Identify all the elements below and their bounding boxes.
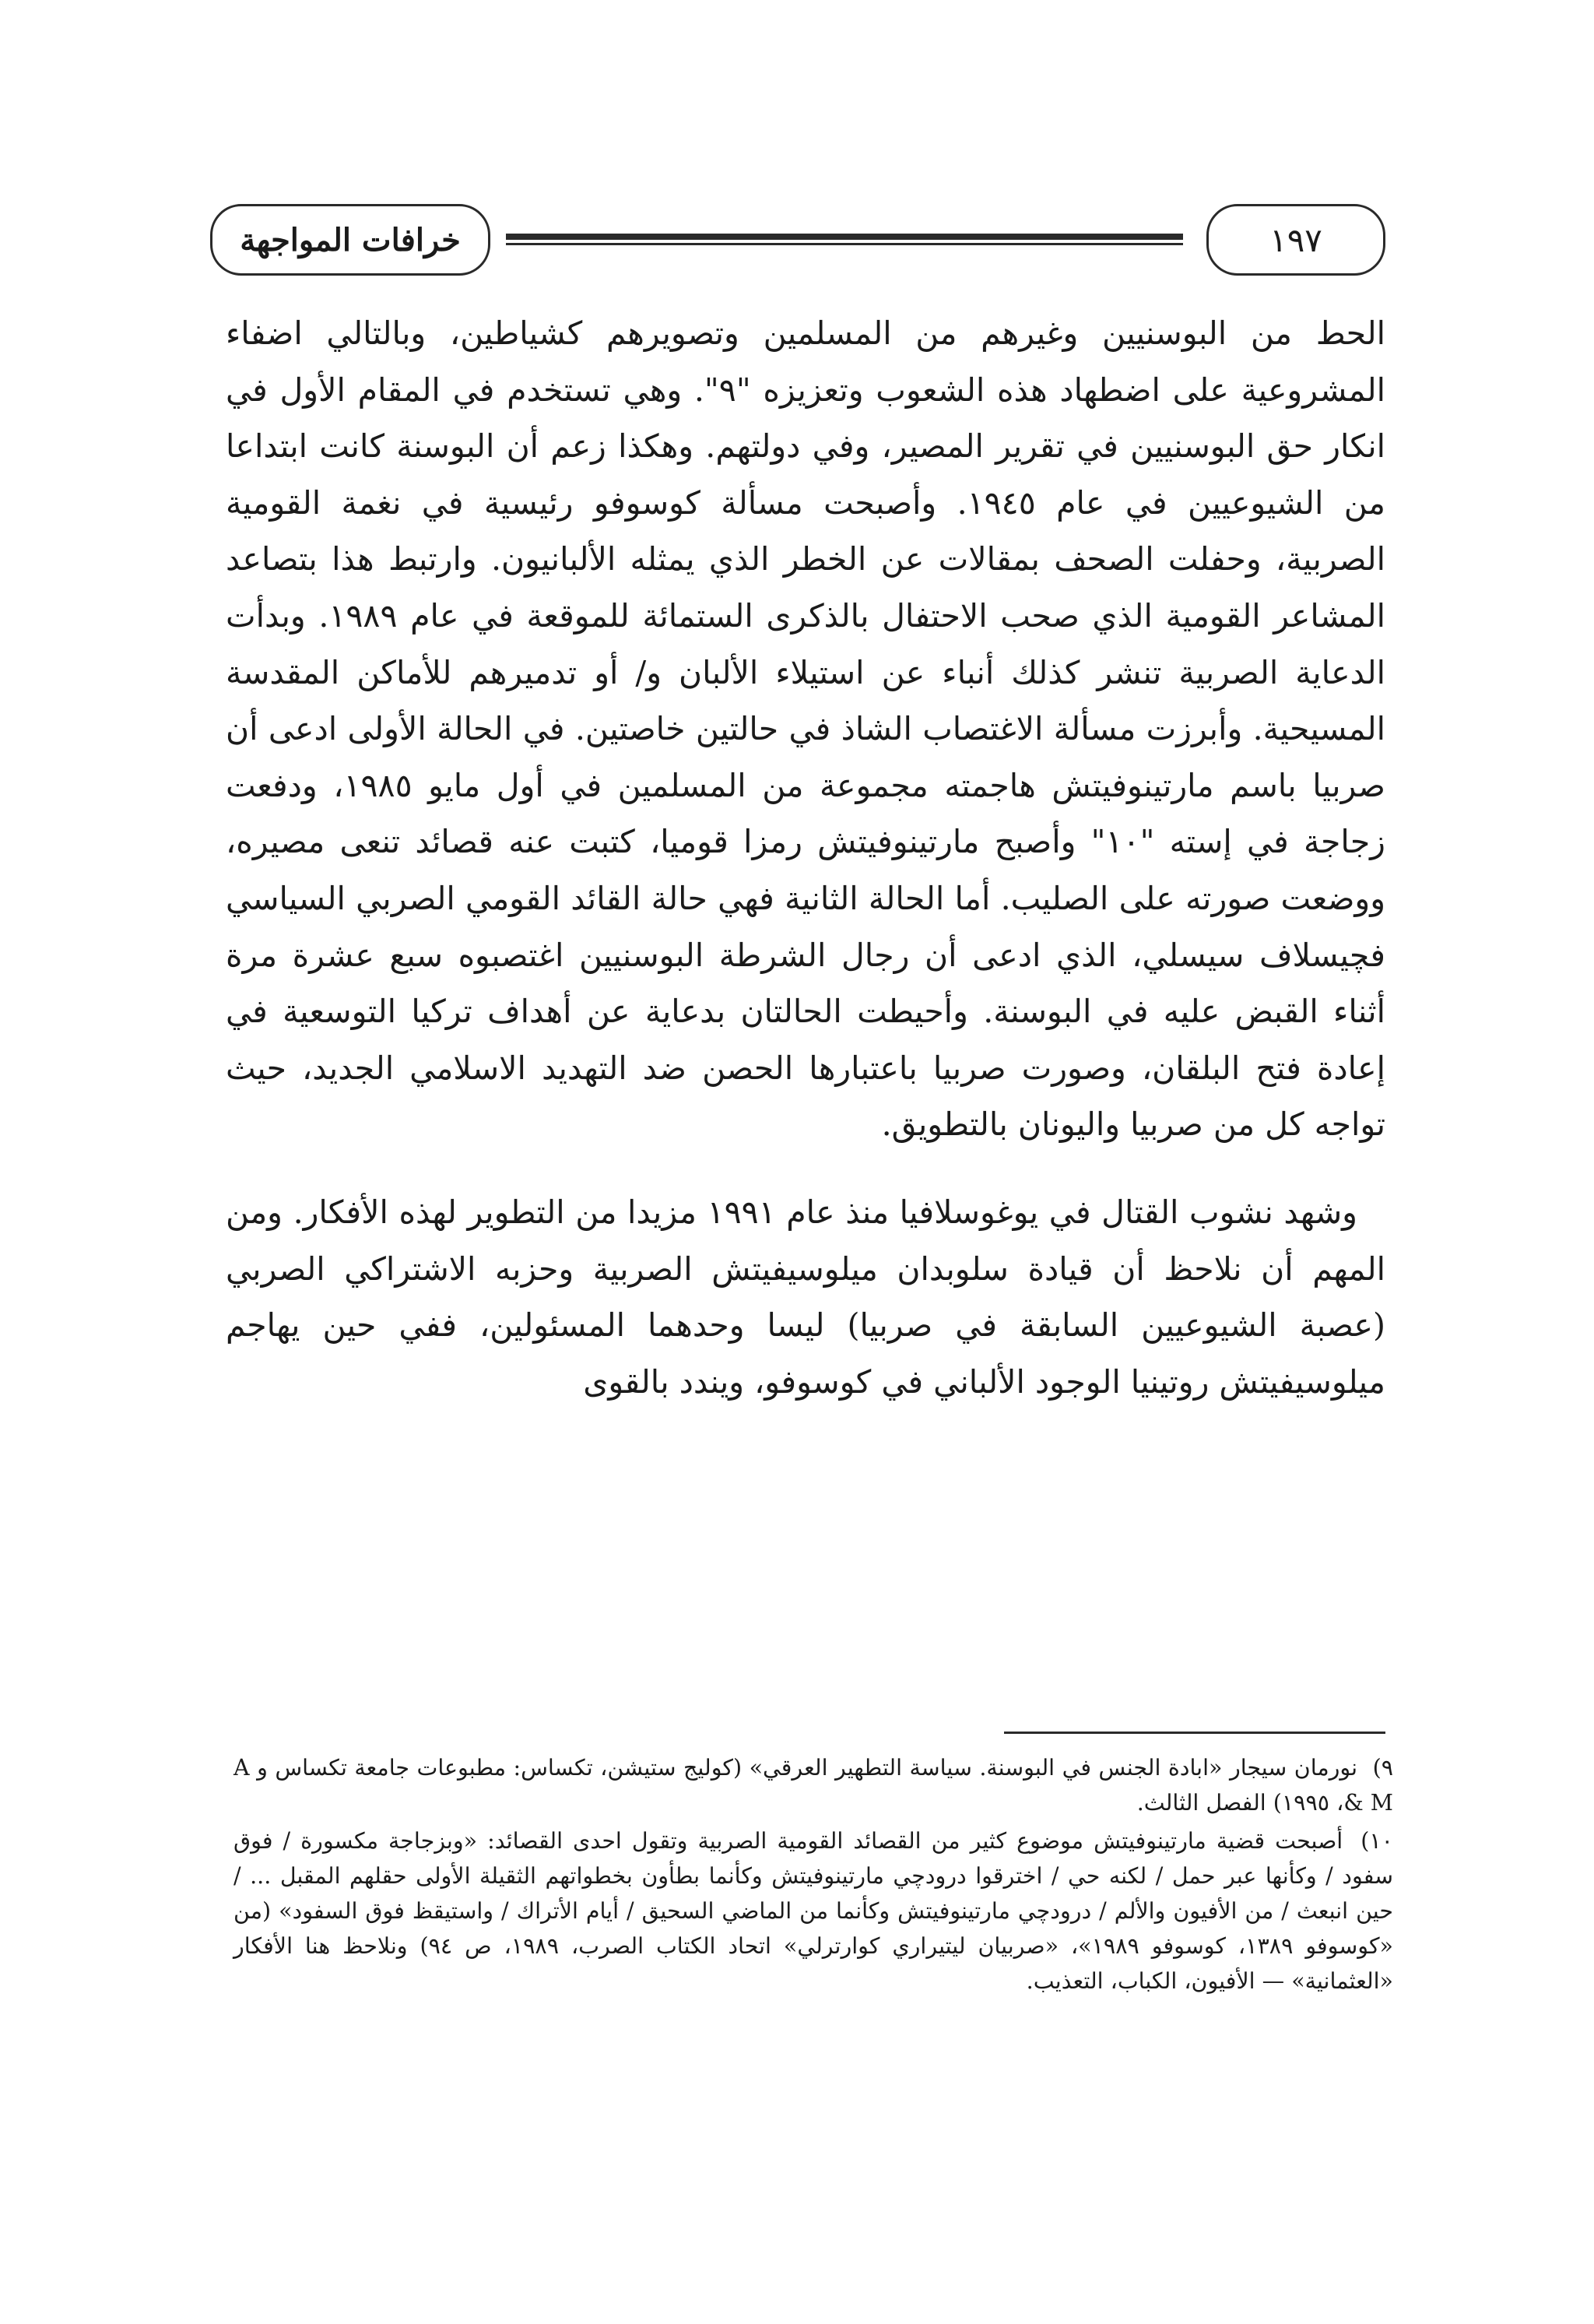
footnote-separator (1004, 1732, 1385, 1734)
header-rule (506, 234, 1183, 246)
page-number-box (1206, 204, 1385, 276)
footnote-marker: ١٠) (1361, 1828, 1393, 1854)
footnote-text: أصبحت قضية مارتينوفيتش موضوع كثير من القصائد القومية الصربية وتقول احدى القصائد: «وبزجاجة مكسورة / فوق سفود / وكأنها عبر حمل / لكنه حي / اخترقوا درودچي مارتينوفيتش وكأنما بطأون بخطواتهم الثقيلة الأولى حقلهم المقبل ... / حين انبعث / من الأفيون والألم / درودچي مارتينوفيتش وكأنما من الماضي السحيق / أيام الأتراك / واستيقظ فوق السفود» (من «كوسوفو ١٣٨٩، كوسوفو ١٩٨٩»، «صربيان ليتيراري كوارترلي» اتحاد الكتاب الصرب، ١٩٨٩، ص ٩٤) ونلاحظ هنا الأفكار «العثمانية» — الأفيون، الكباب، التعذيب. (233, 1828, 1393, 1994)
paragraph-1: الحط من البوسنيين وغيرهم من المسلمين وتصويرهم كشياطين، وبالتالي اضفاء المشروعية على اضطهاد هذه الشعوب وتعزيزه "٩". وهي تستخدم في المقام الأول في انكار حق البوسنيين في تقرير المصير، وفي دولتهم. وهكذا زعم أن البوسنة كانت ابتداعا من الشيوعيين في عام ١٩٤٥. وأصبحت مسألة كوسوفو رئيسية في نغمة القومية الصربية، وحفلت الصحف بمقالات عن الخطر الذي يمثله الألبانيون. وارتبط هذا بتصاعد المشاعر القومية الذي صحب الاحتفال بالذكرى الستمائة للموقعة في عام ١٩٨٩. وبدأت الدعاية الصربية تنشر كذلك أنباء عن استيلاء الألبان و/ أو تدميرهم للأماكن المقدسة المسيحية. وأبرزت مسألة الاغتصاب الشاذ في حالتين خاصتين. في الحالة الأولى ادعى أن صربيا باسم مارتينوفيتش هاجمته مجموعة من المسلمين في أول مايو ١٩٨٥، ودفعت زجاجة في إسته "١٠" وأصبح مارتينوفيتش رمزا قوميا، كتبت عنه قصائد تنعى مصيره، ووضعت صورته على الصليب. أما الحالة الثانية فهي حالة القائد القومي الصربي السياسي فچيسلاف سيسلي، الذي ادعى أن رجال الشرطة البوسنيين اغتصبوه سبع عشرة مرة أثناء القبض عليه في البوسنة. وأحيطت الحالتان بدعاية عن أهداف تركيا التوسعية في إعادة فتح البلقان، وصورت صربيا باعتبارها الحصن ضد التهديد الاسلامي الجديد، حيث تواجه كل من صربيا واليونان بالتطويق. (226, 315, 1385, 1144)
footnote-text: نورمان سيجار «ابادة الجنس في البوسنة. سياسة التطهير العرقي» (كوليج ستيشن، تكساس: مطبوعات جامعة تكساس و A & M، ١٩٩٥) الفصل الثالث. (233, 1755, 1393, 1816)
footnotes (233, 1750, 1393, 1999)
book-title-box (210, 204, 490, 276)
header-rule-thin (506, 243, 1183, 245)
footnote-marker: ٩) (1372, 1755, 1393, 1781)
running-header (210, 204, 1385, 279)
page-number: ١٩٧ (1269, 220, 1322, 259)
body-text (226, 305, 1385, 1410)
footnote-10 (233, 1823, 1393, 1999)
book-title: خرافات المواجهة (240, 221, 461, 258)
header-rule-thick (506, 234, 1183, 240)
footnote-9 (233, 1750, 1393, 1820)
paragraph-2: وشهد نشوب القتال في يوغوسلافيا منذ عام ١٩٩١ مزيدا من التطوير لهذه الأفكار. ومن المهم أن نلاحظ أن قيادة سلوبدان ميلوسيفيتش الصربية وحزبه الاشتراكي الصربي (عصبة الشيوعيين السابقة في صربيا) ليسا وحدهما المسئولين، ففي حين يهاجم ميلوسيفيتش روتينيا الوجود الألباني في كوسوفو، ويندد بالقوى (226, 1193, 1385, 1401)
